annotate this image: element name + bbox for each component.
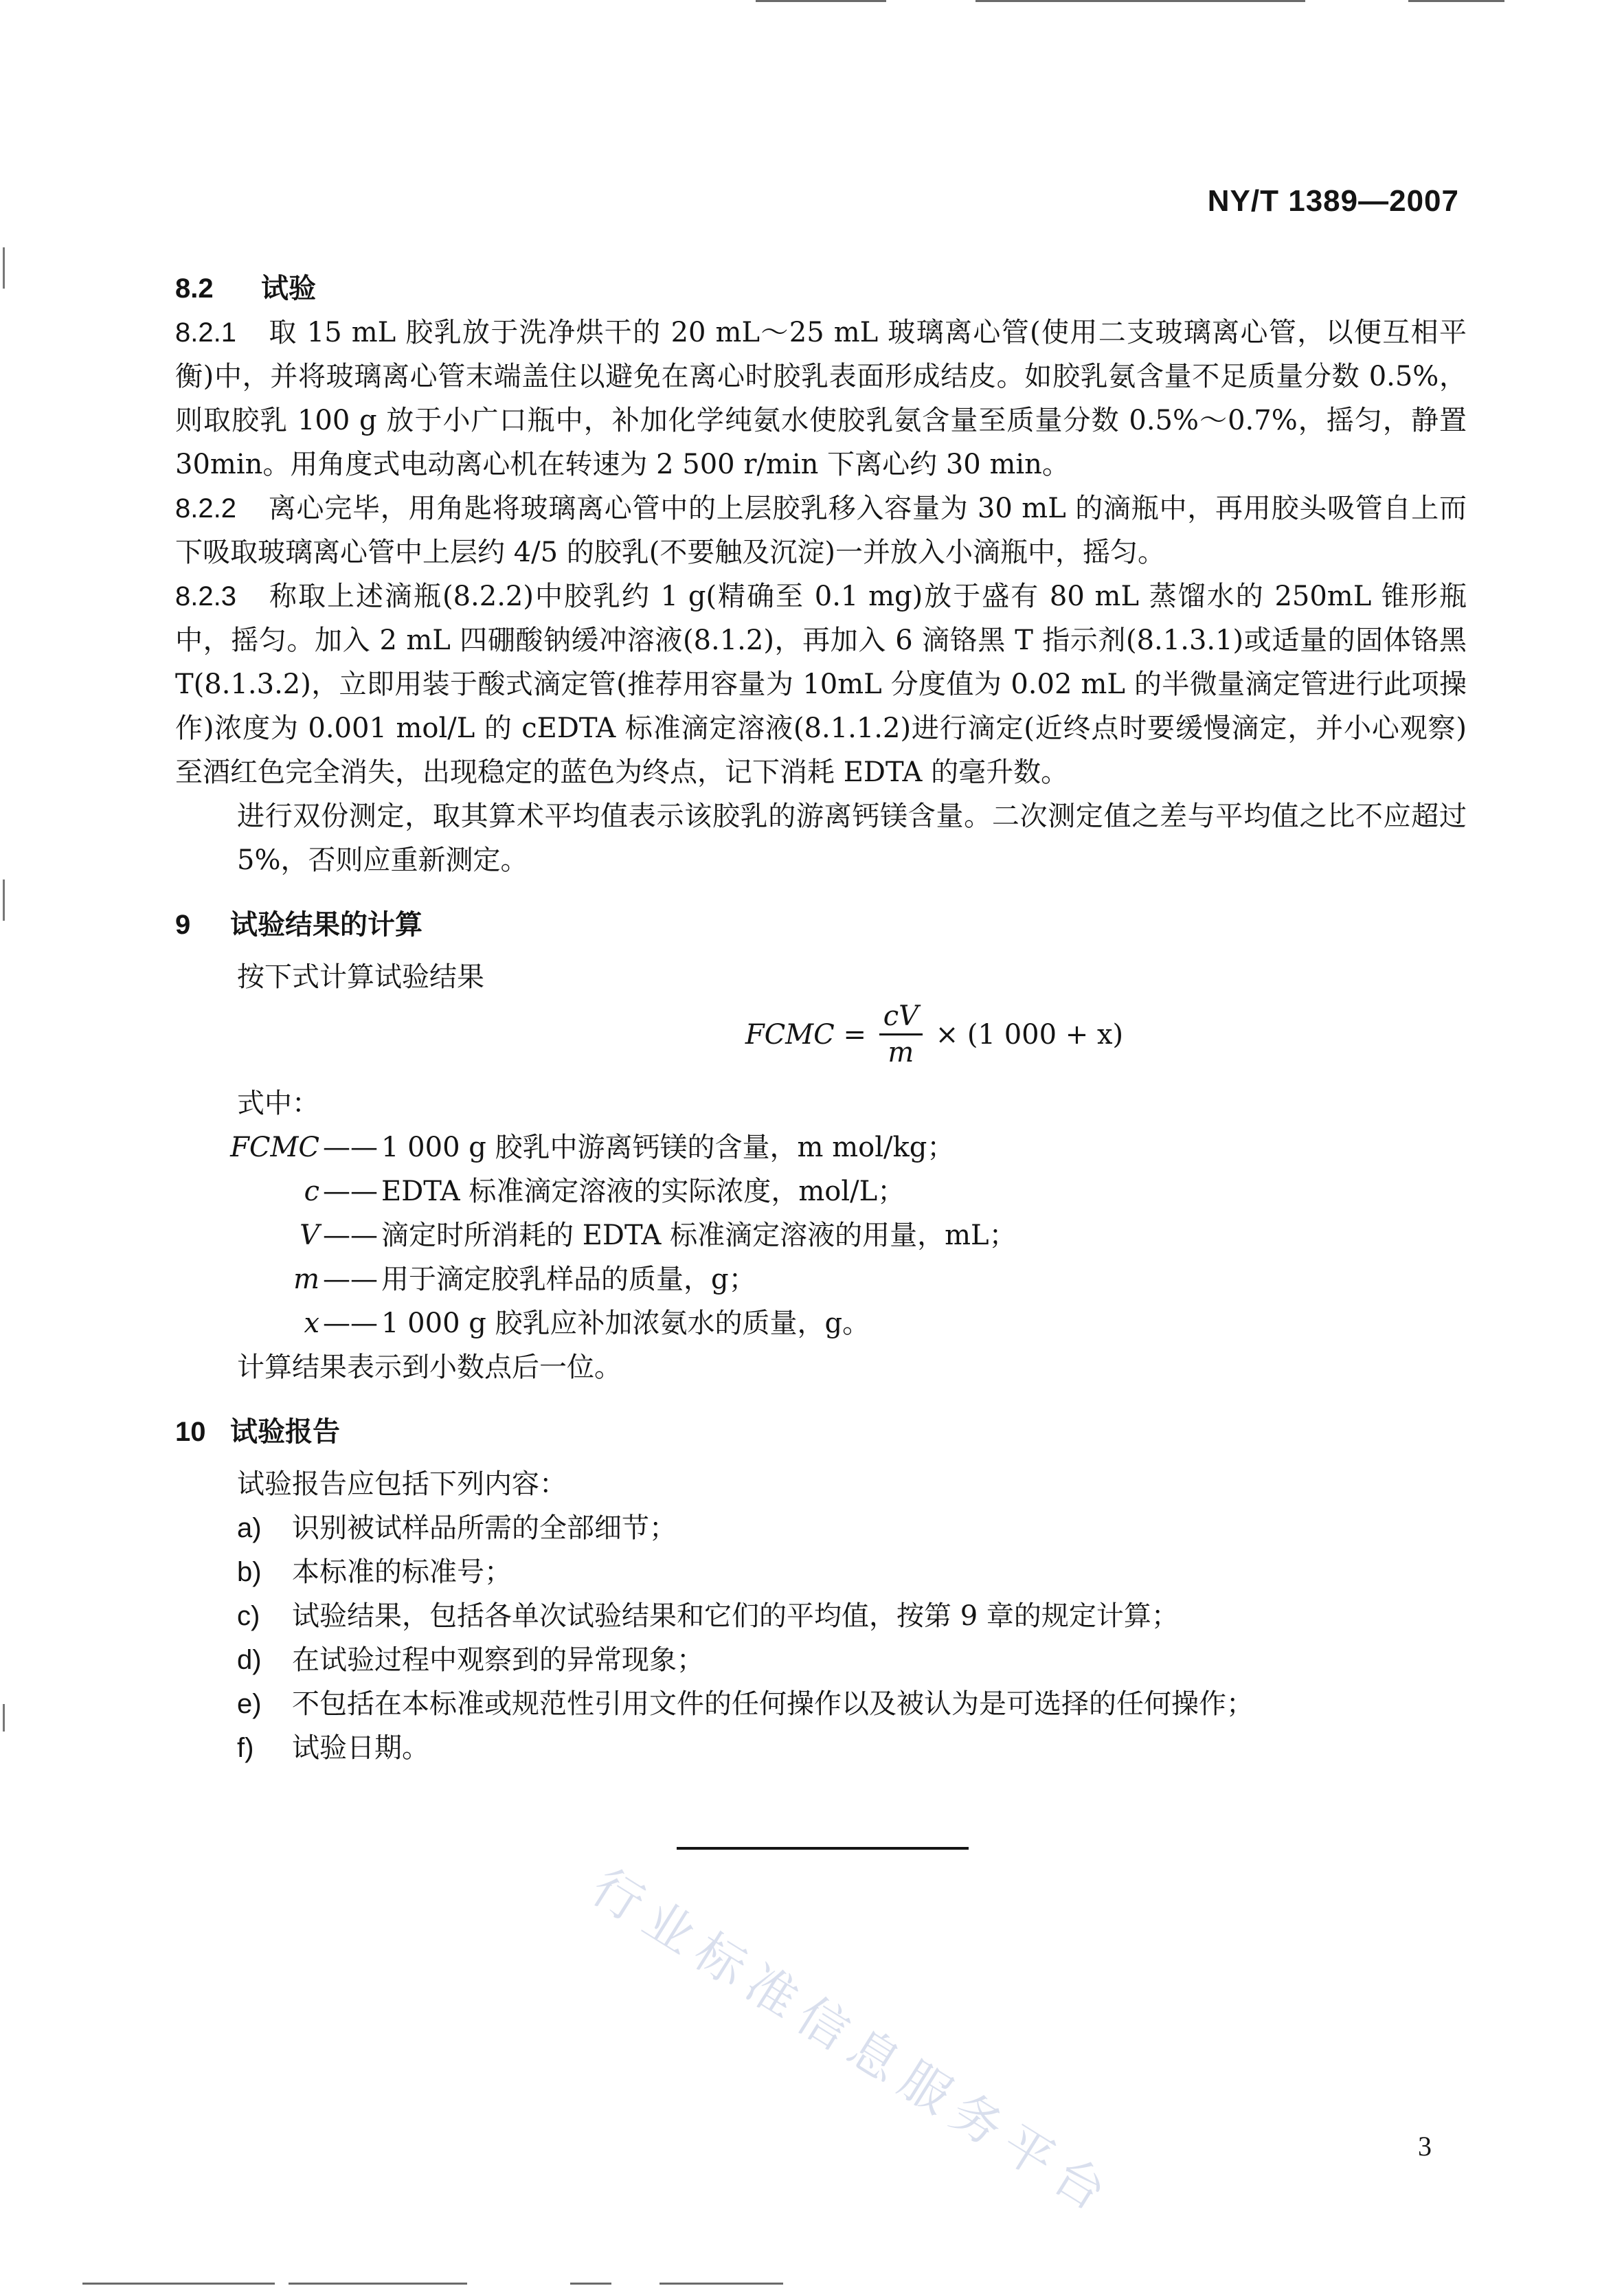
end-rule [677,1847,969,1850]
item-text: 不包括在本标准或规范性引用文件的任何操作以及被认为是可选择的任何操作； [292,1688,1254,1720]
scan-edge-bottom [82,2283,275,2285]
where-label: 式中： [237,1088,319,1119]
formula-denominator: m [888,1037,914,1068]
dash: —— [323,1264,378,1295]
report-items [175,1506,1467,1770]
symbol: FCMC [230,1132,319,1163]
list-item [175,1682,1467,1726]
item-text: 识别被试样品所需的全部细节； [292,1512,677,1544]
item-label: c) [237,1601,260,1631]
definition-row [175,1213,1467,1257]
clause-number: 8.2.3 [175,581,236,612]
clause-number: 8.2.1 [175,317,236,348]
item-label: b) [237,1557,262,1587]
section-number: 10 [175,1417,206,1447]
section-title: 试验 [261,273,316,304]
section-heading-10 [175,1410,1467,1454]
paragraph-8-2-2 [175,486,1467,574]
report-intro: 试验报告应包括下列内容： [237,1468,567,1500]
watermark: 行业标准信息服务平台 [582,1857,1125,2228]
list-item [175,1726,1467,1770]
item-label: f) [237,1733,254,1763]
section-title: 试验报告 [230,1416,340,1448]
formula-fraction [879,999,923,1070]
section-heading-9 [175,903,1467,947]
dash: —— [323,1308,378,1339]
definition-text: 1 000 g 胶乳应补加浓氨水的质量，g。 [381,1308,870,1339]
dash: —— [323,1220,378,1251]
symbol: c [304,1176,319,1207]
section-title: 试验结果的计算 [230,909,422,941]
standard-number: NY/T 1389—2007 [1207,184,1459,218]
item-text: 试验日期。 [292,1732,429,1764]
definition-text: 用于滴定胶乳样品的质量，g； [381,1264,756,1295]
list-item [175,1594,1467,1638]
scan-edge-bottom [570,2283,611,2285]
list-item [175,1506,1467,1550]
formula-numerator: cV [879,999,923,1035]
symbol-definitions [175,1125,1467,1345]
scan-edge-left [3,879,5,921]
clause-text: 离心完毕，用角匙将玻璃离心管中的上层胶乳移入容量为 30 mL 的滴瓶中，再用胶头吸管自上而下吸取玻璃离心管中上层约 4/5 的胶乳(不要触及沉淀)一并放入小滴瓶中，摇匀。 [175,493,1467,568]
scan-edge-top [975,0,1305,2]
dash: —— [323,1176,378,1207]
formula-rhs: × (1 000 + x) [935,1018,1124,1051]
symbol: m [293,1264,319,1295]
result-precision-note: 计算结果表示到小数点后一位。 [237,1352,622,1383]
scan-edge-bottom [289,2283,467,2285]
scan-edge-top [1408,0,1504,2]
formula [175,999,1467,1082]
section-heading-8-2 [175,267,1467,311]
definition-row [175,1257,1467,1301]
item-label: d) [237,1645,262,1675]
symbol: V [300,1220,319,1251]
definition-row [175,1169,1467,1213]
item-text: 试验结果，包括各单次试验结果和它们的平均值，按第 9 章的规定计算； [292,1600,1179,1632]
formula-intro: 按下式计算试验结果 [237,961,484,993]
item-text: 本标准的标准号； [292,1556,512,1588]
scan-edge-left [3,247,5,289]
definition-text: EDTA 标准滴定溶液的实际浓度，mol/L； [381,1176,905,1207]
page-number: 3 [1418,2131,1432,2162]
section-number: 8.2 [175,273,214,304]
item-label: e) [237,1689,262,1719]
definition-text: 1 000 g 胶乳中游离钙镁的含量，m mol/kg； [381,1132,955,1163]
clause-text: 取 15 mL 胶乳放于洗净烘干的 20 mL～25 mL 玻璃离心管(使用二支玻璃离心管，以便互相平衡)中，并将玻璃离心管末端盖住以避免在离心时胶乳表面形成结皮。如胶乳氨含量不足质量分数 0.5%，则取胶乳 100 g 放于小广口瓶中，补加化学纯氨水使胶乳氨含量至质量分数 0.5%～0.7%，摇匀，静置 30min。用角度式电动离心机在转速为 2 500 r/min 下离心约 30 min。 [175,317,1467,480]
definition-row [175,1125,1467,1169]
dash: —— [323,1132,378,1163]
clause-text: 称取上述滴瓶(8.2.2)中胶乳约 1 g(精确至 0.1 mg)放于盛有 80 mL 蒸馏水的 250mL 锥形瓶中，摇匀。加入 2 mL 四硼酸钠缓冲溶液(8.1.2)，再加入 6 滴铬黑 T 指示剂(8.1.3.1)或适量的固体铬黑 T(8.1.3.2)，立即用装于酸式滴定管(推荐用容量为 10mL 分度值为 0.02 mL 的半微量滴定管进行此项操作)浓度为 0.001 mol/L 的 cEDTA 标准滴定溶液(8.1.1.2)进行滴定(近终点时要缓慢滴定，并小心观察)至酒红色完全消失，出现稳定的蓝色为终点，记下消耗 EDTA 的毫升数。 [175,581,1467,788]
main-content [175,267,1467,1770]
paragraph-8-2-1 [175,311,1467,486]
definition-text: 滴定时所消耗的 EDTA 标准滴定溶液的用量，mL； [381,1220,1017,1251]
list-item [175,1550,1467,1594]
list-item [175,1638,1467,1682]
item-text: 在试验过程中观察到的异常现象； [292,1644,704,1676]
scan-edge-left [3,1704,5,1732]
formula-lhs: FCMC = [745,1018,866,1051]
clause-number: 8.2.2 [175,493,236,524]
paragraph-8-2-3 [175,574,1467,794]
definition-row [175,1301,1467,1345]
scan-edge-top [756,0,886,2]
scan-edge-bottom [659,2283,783,2285]
section-number: 9 [175,910,191,940]
item-label: a) [237,1513,262,1543]
symbol: x [304,1308,319,1339]
paragraph-duplicate-test: 进行双份测定，取其算术平均值表示该胶乳的游离钙镁含量。二次测定值之差与平均值之比不应超过 5%，否则应重新测定。 [237,800,1467,876]
